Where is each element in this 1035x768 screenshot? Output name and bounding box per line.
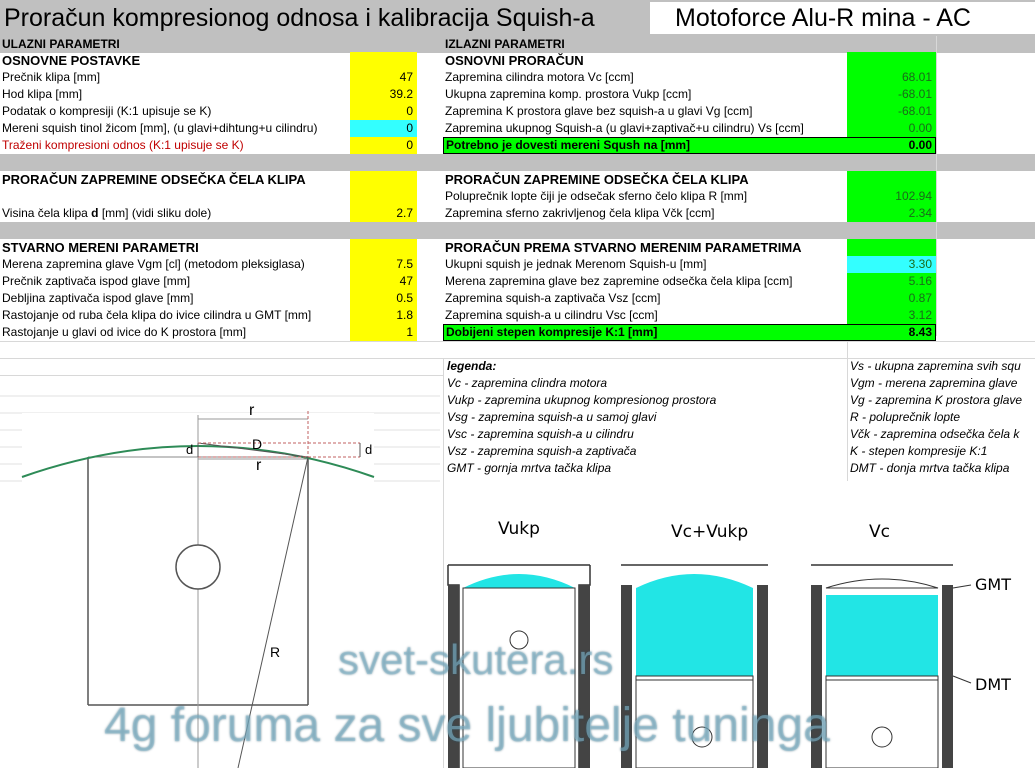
total-comp-volume-value: -68.01	[847, 86, 936, 103]
radius-top-label: r	[249, 402, 255, 419]
result-label: Ukupna zapremina komp. prostora Vukp [ccm]	[445, 87, 692, 101]
compression-ratio-value: 8.43	[908, 325, 932, 339]
legend-title: legenda:	[447, 359, 497, 373]
legend-item: GMT - gornja mrtva tačka klipa	[447, 461, 612, 475]
crown-height-left-label: d	[186, 442, 194, 457]
grid-line	[0, 375, 443, 376]
param-label: Podatak o kompresiji (K:1 upisuje se K)	[2, 104, 212, 118]
total-squish-volume-value: 0.00	[847, 120, 936, 137]
green-cell	[847, 239, 936, 256]
radius-mid-label: r	[256, 457, 262, 474]
result-label: Zapremina squish-a zaptivača Vsz [ccm]	[445, 291, 661, 305]
legend-item: Vsg - zapremina squish-a u samoj glavi	[447, 410, 657, 424]
watermark-site: svet-skutera.rs	[338, 636, 614, 683]
head-k-volume-value: -68.01	[847, 103, 936, 120]
sphere-radius-value: 102.94	[847, 188, 936, 205]
legend-item: K - stepen kompresije K:1	[850, 444, 988, 458]
measured-squish-input[interactable]: 0	[350, 120, 417, 137]
input-params-header: ULAZNI PARAMETRI	[0, 36, 443, 53]
gasket-thickness-input[interactable]: 0.5	[350, 290, 417, 307]
measured-params-title: STVARNO MERENI PARAMETRI	[2, 240, 199, 255]
legend-item: R - poluprečnik lopte	[850, 410, 961, 424]
compression-input[interactable]: 0	[350, 103, 417, 120]
yellow-cell	[350, 239, 417, 256]
crown-height-right-label: d	[365, 442, 373, 457]
total-squish-value: 3.30	[847, 256, 936, 273]
compression-ratio-result	[443, 324, 936, 341]
sphere-radius-label: R	[270, 644, 281, 660]
param-label: Merena zapremina glave Vgm [cl] (metodom pleksiglasa)	[2, 257, 305, 271]
crown-edge-distance-input[interactable]: 1.8	[350, 307, 417, 324]
required-squish-result	[443, 137, 936, 154]
gasket-diameter-input[interactable]: 47	[350, 273, 417, 290]
compression-ratio-label: Dobijeni stepen kompresije K:1 [mm]	[446, 325, 658, 339]
param-label: Rastojanje u glavi od ivice do K prostora [mm]	[2, 325, 247, 339]
watermark-tagline: 4g foruma za sve ljubitelje tuninga	[104, 699, 830, 752]
result-label: Zapremina squish-a u cilindru Vsc [ccm]	[445, 308, 658, 322]
separator-row	[0, 154, 1035, 171]
grid-line	[0, 341, 1035, 342]
head-volume-net-value: 5.16	[847, 273, 936, 290]
head-volume-input[interactable]: 7.5	[350, 256, 417, 273]
result-label: Zapremina K prostora glave bez squish-a u glavi Vg [ccm]	[445, 104, 753, 118]
grid-line	[847, 341, 848, 481]
gasket-squish-value: 0.87	[847, 290, 936, 307]
separator-row	[0, 222, 1035, 239]
sheet-title: Proračun kompresionog odnosa i kalibracija Squish-a	[4, 4, 595, 32]
param-label: Rastojanje od ruba čela klipa do ivice cilindra u GMT [mm]	[2, 308, 312, 322]
yellow-cell	[350, 188, 417, 205]
param-label: Prečnik klipa [mm]	[2, 70, 101, 84]
output-params-header: IZLAZNI PARAMETRI	[443, 36, 1035, 53]
label-dmt: DMT	[975, 675, 1011, 694]
legend-col2	[850, 358, 1035, 477]
cylinder-volume-value: 68.01	[847, 69, 936, 86]
param-label: Hod klipa [mm]	[2, 87, 83, 101]
legend-item: Vukp - zapremina ukupnog kompresionog prostora	[447, 393, 717, 407]
label-gmt: GMT	[975, 575, 1011, 594]
label-vc-vukp: Vc+Vukp	[671, 522, 749, 542]
yellow-cell	[350, 52, 417, 69]
result-label: Zapremina ukupnog Squish-a (u glavi+zaptivač+u cilindru) Vs [ccm]	[445, 121, 804, 135]
stroke-input[interactable]: 39.2	[350, 86, 417, 103]
label-vukp: Vukp	[498, 519, 540, 539]
result-label: Ukupni squish je jednak Merenom Squish-u [mm]	[445, 257, 707, 271]
crown-calc-title: PRORAČUN ZAPREMINE ODSEČKA ČELA KLIPA	[445, 172, 749, 187]
grid-line	[936, 36, 937, 336]
legend-item: Vg - zapremina K prostora glave	[850, 393, 1023, 407]
green-cell	[847, 52, 936, 69]
result-label: Merena zapremina glave bez zapremine odsečka čela klipa [ccm]	[445, 274, 793, 288]
yellow-cell	[350, 171, 417, 188]
cylinder-squish-value: 3.12	[847, 307, 936, 324]
piston-diameter-input[interactable]: 47	[350, 69, 417, 86]
result-label: Poluprečnik lopte čiji je odsečak sferno čelo klipa R [mm]	[445, 189, 748, 203]
param-label: Debljina zaptivača ispod glave [mm]	[2, 291, 194, 305]
result-label: Zapremina sferno zakrivljenog čela klipa Včk [ccm]	[445, 206, 715, 220]
legend-item: Vsz - zapremina squish-a zaptivača	[447, 444, 637, 458]
legend-item: Vs - ukupna zapremina svih squ	[850, 359, 1021, 373]
model-title: Motoforce Alu-R mina - AC	[650, 2, 1035, 34]
param-label: Mereni squish tinol žicom [mm], (u glavi+dihtung+u cilindru)	[2, 121, 318, 135]
required-compression-input[interactable]: 0	[350, 137, 417, 154]
basic-settings-title: OSNOVNE POSTAVKE	[2, 53, 141, 68]
legend-item: Vgm - merena zapremina glave	[850, 376, 1018, 390]
crown-height-input[interactable]: 2.7	[350, 205, 417, 222]
legend-item: Vc - zapremina clindra motora	[447, 376, 608, 390]
diameter-label: D	[252, 436, 263, 452]
head-edge-distance-input[interactable]: 1	[350, 324, 417, 341]
legend-item: Vsc - zapremina squish-a u cilindru	[447, 427, 634, 441]
required-squish-label: Potrebno je dovesti mereni Sqush na [mm]	[446, 138, 691, 152]
legend-item: DMT - donja mrtva tačka klipa	[850, 461, 1010, 475]
result-label: Zapremina cilindra motora Vc [ccm]	[445, 70, 634, 84]
title-bar	[0, 0, 1035, 36]
crown-height-label: Visina čela klipa d [mm] (vidi sliku dole)	[2, 206, 212, 220]
crown-volume-value: 2.34	[847, 205, 936, 222]
crown-volume-title: PRORAČUN ZAPREMINE ODSEČKA ČELA KLIPA	[2, 172, 306, 187]
required-squish-value: 0.00	[908, 138, 932, 152]
basic-calc-title: OSNOVNI PRORAČUN	[445, 53, 584, 68]
param-label-required: Traženi kompresioni odnos (K:1 upisuje se K)	[2, 138, 244, 152]
green-cell	[847, 171, 936, 188]
legend-item: Včk - zapremina odsečka čela k	[850, 427, 1020, 441]
legend-col1	[447, 358, 716, 477]
label-vc: Vc	[869, 522, 890, 542]
measured-calc-title: PRORAČUN PREMA STVARNO MERENIM PARAMETRIMA	[445, 240, 802, 255]
cylinder-vc	[811, 565, 953, 768]
param-label: Prečnik zaptivača ispod glave [mm]	[2, 274, 191, 288]
